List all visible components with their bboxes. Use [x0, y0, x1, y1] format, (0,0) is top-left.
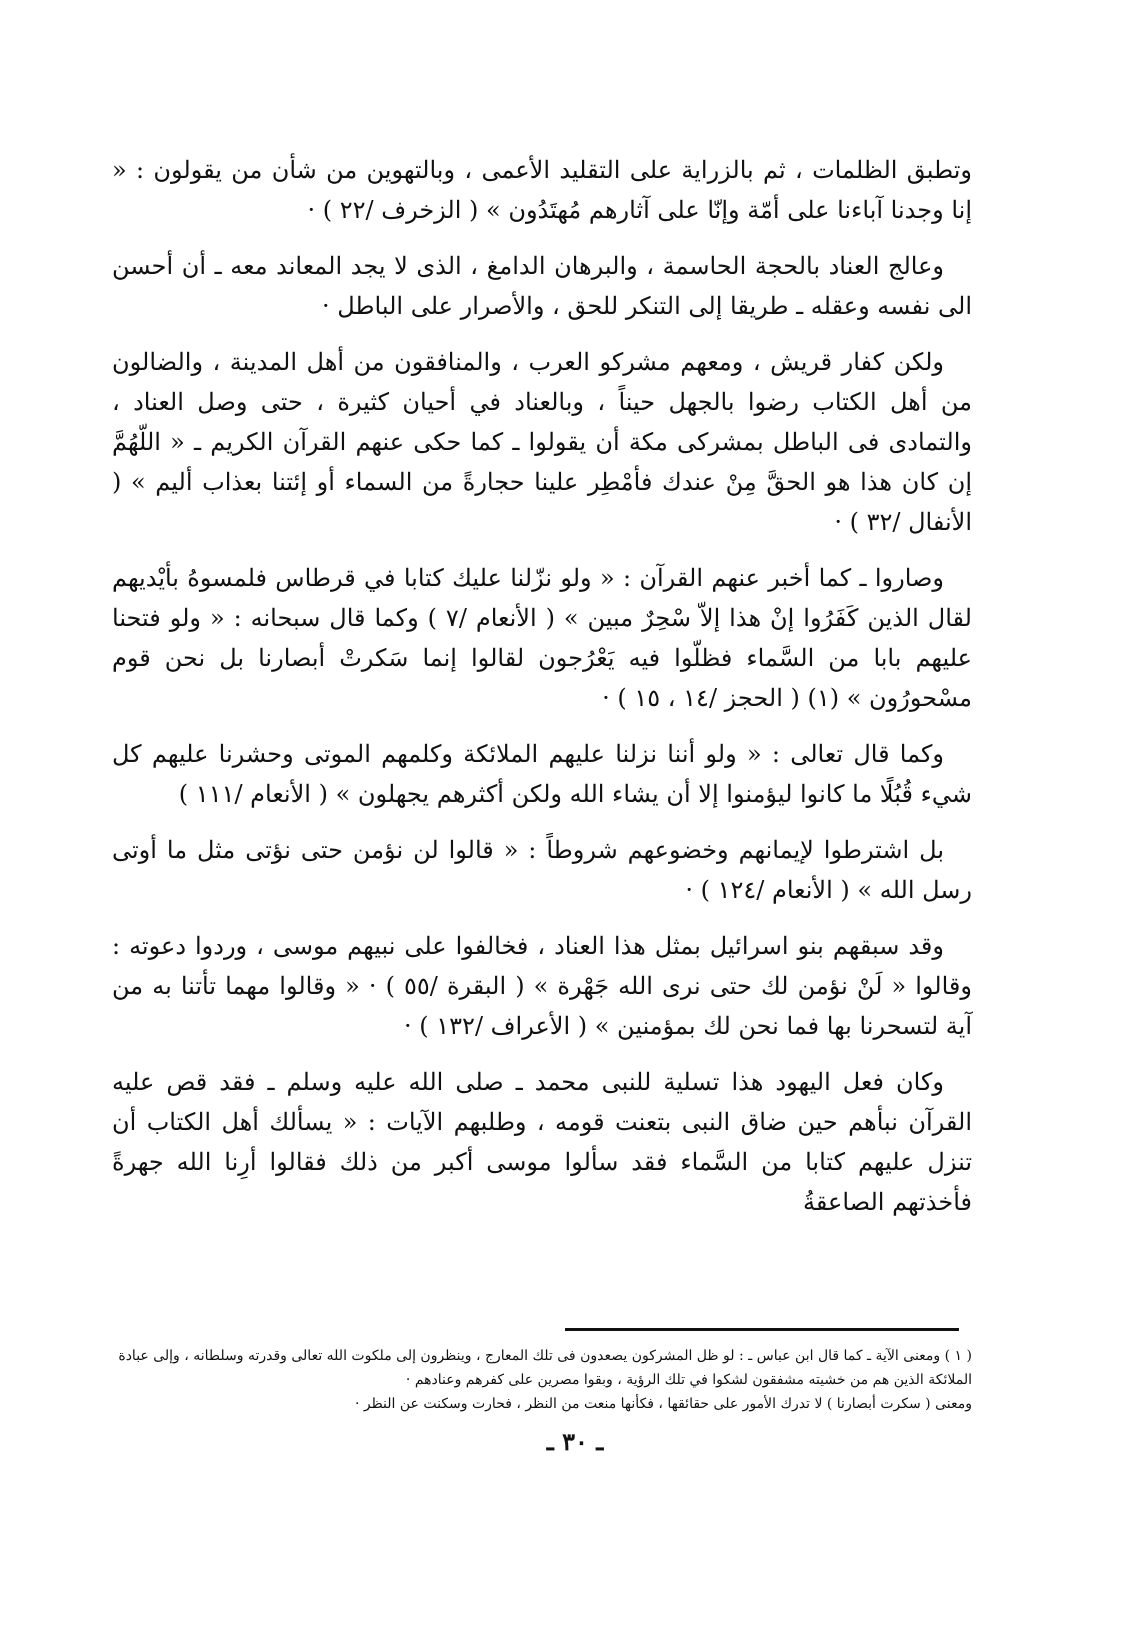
footnotes: [112, 1344, 972, 1416]
paragraph: وعالج العناد بالحجة الحاسمة ، والبرهان الدامغ ، الذى لا يجد المعاند معه ـ أن أحسن الى نفسه وعقله ـ طريقا إلى التنكر للحق ، والأصرار على الباطل ·: [112, 252, 972, 320]
paragraph: وكان فعل اليهود هذا تسلية للنبى محمد ـ صلى الله عليه وسلم ـ فقد قص عليه القرآن نبأهم حين ضاق النبى بتعنت قومه ، وطلبهم الآيات : « يسألك أهل الكتاب أن تنزل عليهم كتابا من السَّماء فقد سألوا موسى أكبر من ذلك فقالوا أرِنا الله جهرةً فأخذتهم الصاعقةُ: [112, 1068, 972, 1216]
paragraph: وقد سبقهم بنو اسرائيل بمثل هذا العناد ، فخالفوا على نبيهم موسى ، وردوا دعوته : وقالوا « لَنْ نؤمن لك حتى نرى الله جَهْرة » ( البقرة /٥٥ ) · « وقالوا مهما تأتنا به من آية لتسحرنا بها فما نحن لك بمؤمنين » ( الأعراف /١٣٢ ) ·: [112, 932, 972, 1040]
paragraph: ولكن كفار قريش ، ومعهم مشركو العرب ، والمنافقون من أهل المدينة ، والضالون من أهل الكتاب رضوا بالجهل حيناً ، وبالعناد في أحيان كثيرة ، حتى وصل العناد ، والتمادى فى الباطل بمشركى مكة أن يقولوا ـ كما حكى عنهم القرآن الكريم ـ « اللّهُمَّ إن كان هذا هو الحقَّ مِنْ عندك فأمْطِر علينا حجارةً من السماء أو إئتنا بعذاب أليم » ( الأنفال /٣٢ ) ·: [112, 348, 972, 536]
paragraph: وتطبق الظلمات ، ثم بالزراية على التقليد الأعمى ، وبالتهوين من شأن من يقولون : « إنا وجدنا آباءنا على أمّة وإنّا على آثارهم مُهتَدُون » ( الزخرف /٢٢ ) ·: [112, 156, 972, 224]
paragraph: بل اشترطوا لإيمانهم وخضوعهم شروطاً : « قالوا لن نؤمن حتى نؤتى مثل ما أوتى رسل الله » ( الأنعام /١٢٤ ) ·: [112, 836, 972, 904]
footnote: ( ١ ) ومعنى الآية ـ كما قال ابن عباس ـ : لو ظل المشركون يصعدون فى تلك المعارج ، وينظرون إلى ملكوت الله تعالى وقدرته وسلطانه ، وإلى عبادة الملائكة الذين هم من خشيته مشفقون لشكوا في تلك الرؤية ، وبقوا مصرين على كفرهم وعنادهم ·: [118, 1348, 972, 1388]
body-text: [112, 150, 972, 1238]
paragraph: وصاروا ـ كما أخبر عنهم القرآن : « ولو نزّلنا عليك كتابا في قرطاس فلمسوهُ بأيْديهم لقال الذين كَفَرُوا إنْ هذا إلاّ سْحِرٌ مبين » ( الأنعام /٧ ) وكما قال سبحانه : « ولو فتحنا عليهم بابا من السَّماء فظلّوا فيه يَعْرُجون لقالوا إنما سَكرتْ أبصارنا بل نحن قوم مسْحورُون » (١) ( الحجز /١٤ ، ١٥ ) ·: [112, 564, 973, 712]
footnote: ومعنى ( سكرت أبصارنا ) لا تدرك الأمور على حقائقها ، فكأنها منعت من النظر ، فحارت وسكنت عن النظر ·: [354, 1396, 972, 1412]
footnote-divider: [565, 1328, 959, 1331]
page-number: ـ ٣٠ ـ: [546, 1427, 604, 1456]
paragraph: وكما قال تعالى : « ولو أننا نزلنا عليهم الملائكة وكلمهم الموتى وحشرنا عليهم كل شيء قُبُلًا ما كانوا ليؤمنوا إلا أن يشاء الله ولكن أكثرهم يجهلون » ( الأنعام /١١١ ): [112, 740, 972, 808]
